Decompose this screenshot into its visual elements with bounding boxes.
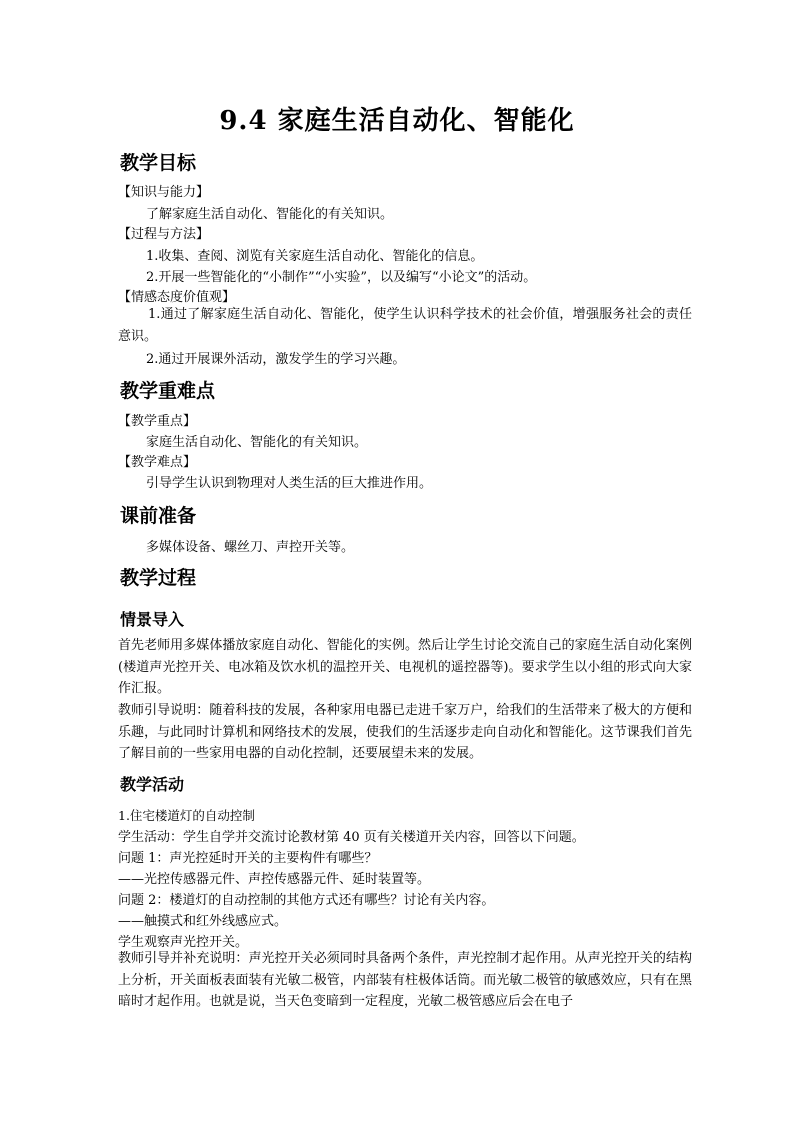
preparation-content: 多媒体设备、螺丝刀、声控开关等。 <box>146 540 355 555</box>
activity-heading: 教学活动 <box>120 775 185 794</box>
process-item-1: 1.收集、查阅、浏览有关家庭生活自动化、智能化的信息。 <box>146 249 484 264</box>
activity-paragraph: 教师引导并补充说明：声光控开关必须同时具备两个条件，声光控制才起作用。从声光控开关的结构上分析，开关面板表面装有光敏二极管，内部装有柱极体话筒。而光敏二极管的敏感效应，只有在黑暗时才起作用。也就是说，当天色变暗到一定程度，光敏二极管感应后会在电子 <box>118 951 692 1009</box>
activity-line: 问题 1：声光控延时开关的主要构件有哪些？ <box>118 851 378 866</box>
activity-line: 学生活动：学生自学并交流讨论教材第 40 页有关楼道开关内容，回答以下问题。 <box>118 830 585 845</box>
process-heading: 教学过程 <box>120 567 197 589</box>
activity-line: 问题 2：楼道灯的自动控制的其他方式还有哪些？讨论有关内容。 <box>118 893 495 908</box>
activity-line: ——触摸式和红外线感应式。 <box>118 914 288 929</box>
knowledge-label: 【知识与能力】 <box>118 185 210 200</box>
intro-paragraph-2: 教师引导说明：随着科技的发展，各种家用电器已走进千家万户，给我们的生活带来了极大的方便和乐趣，与此同时计算机和网络技术的发展，使我们的生活逐步走向自动化和智能化。这节课我们首先了解目前的一些家用电器的自动化控制，还要展望未来的发展。 <box>118 703 692 761</box>
process-label: 【过程与方法】 <box>118 227 210 242</box>
difficulty-item: 引导学生认识到物理对人类生活的巨大推进作用。 <box>146 476 433 491</box>
difficulty-label: 【教学难点】 <box>118 455 197 470</box>
intro-paragraph-1: 首先老师用多媒体播放家庭自动化、智能化的实例。然后让学生讨论交流自己的家庭生活自动化案例(楼道声光控开关、电冰箱及饮水机的温控开关、电视机的遥控器等)。要求学生以小组的形式向大家作汇报。 <box>118 638 692 696</box>
activity-line: ——光控传感器元件、声控传感器元件、延时装置等。 <box>118 872 431 887</box>
activity-line: 学生观察声光控开关。 <box>118 935 249 950</box>
emotion-item-1: 1.通过了解家庭生活自动化、智能化，使学生认识科学技术的社会价值，增强服务社会的责任意识。 <box>118 307 692 344</box>
knowledge-item: 了解家庭生活自动化、智能化的有关知识。 <box>146 207 394 222</box>
focus-item: 家庭生活自动化、智能化的有关知识。 <box>146 435 368 450</box>
emotion-item-2: 2.通过开展课外活动，激发学生的学习兴趣。 <box>146 352 406 367</box>
process-item-2: 2.开展一些智能化的“小制作”“小实验”，以及编写“小论文”的活动。 <box>146 270 537 285</box>
page-title: 9.4 家庭生活自动化、智能化 <box>219 106 575 136</box>
key-points-heading: 教学重难点 <box>120 380 216 402</box>
emotion-label: 【情感态度价值观】 <box>118 290 236 305</box>
intro-heading: 情景导入 <box>120 610 185 629</box>
preparation-heading: 课前准备 <box>120 505 197 527</box>
activity-line: 1.住宅楼道灯的自动控制 <box>118 808 255 823</box>
focus-label: 【教学重点】 <box>118 414 197 429</box>
goals-heading: 教学目标 <box>120 152 197 174</box>
